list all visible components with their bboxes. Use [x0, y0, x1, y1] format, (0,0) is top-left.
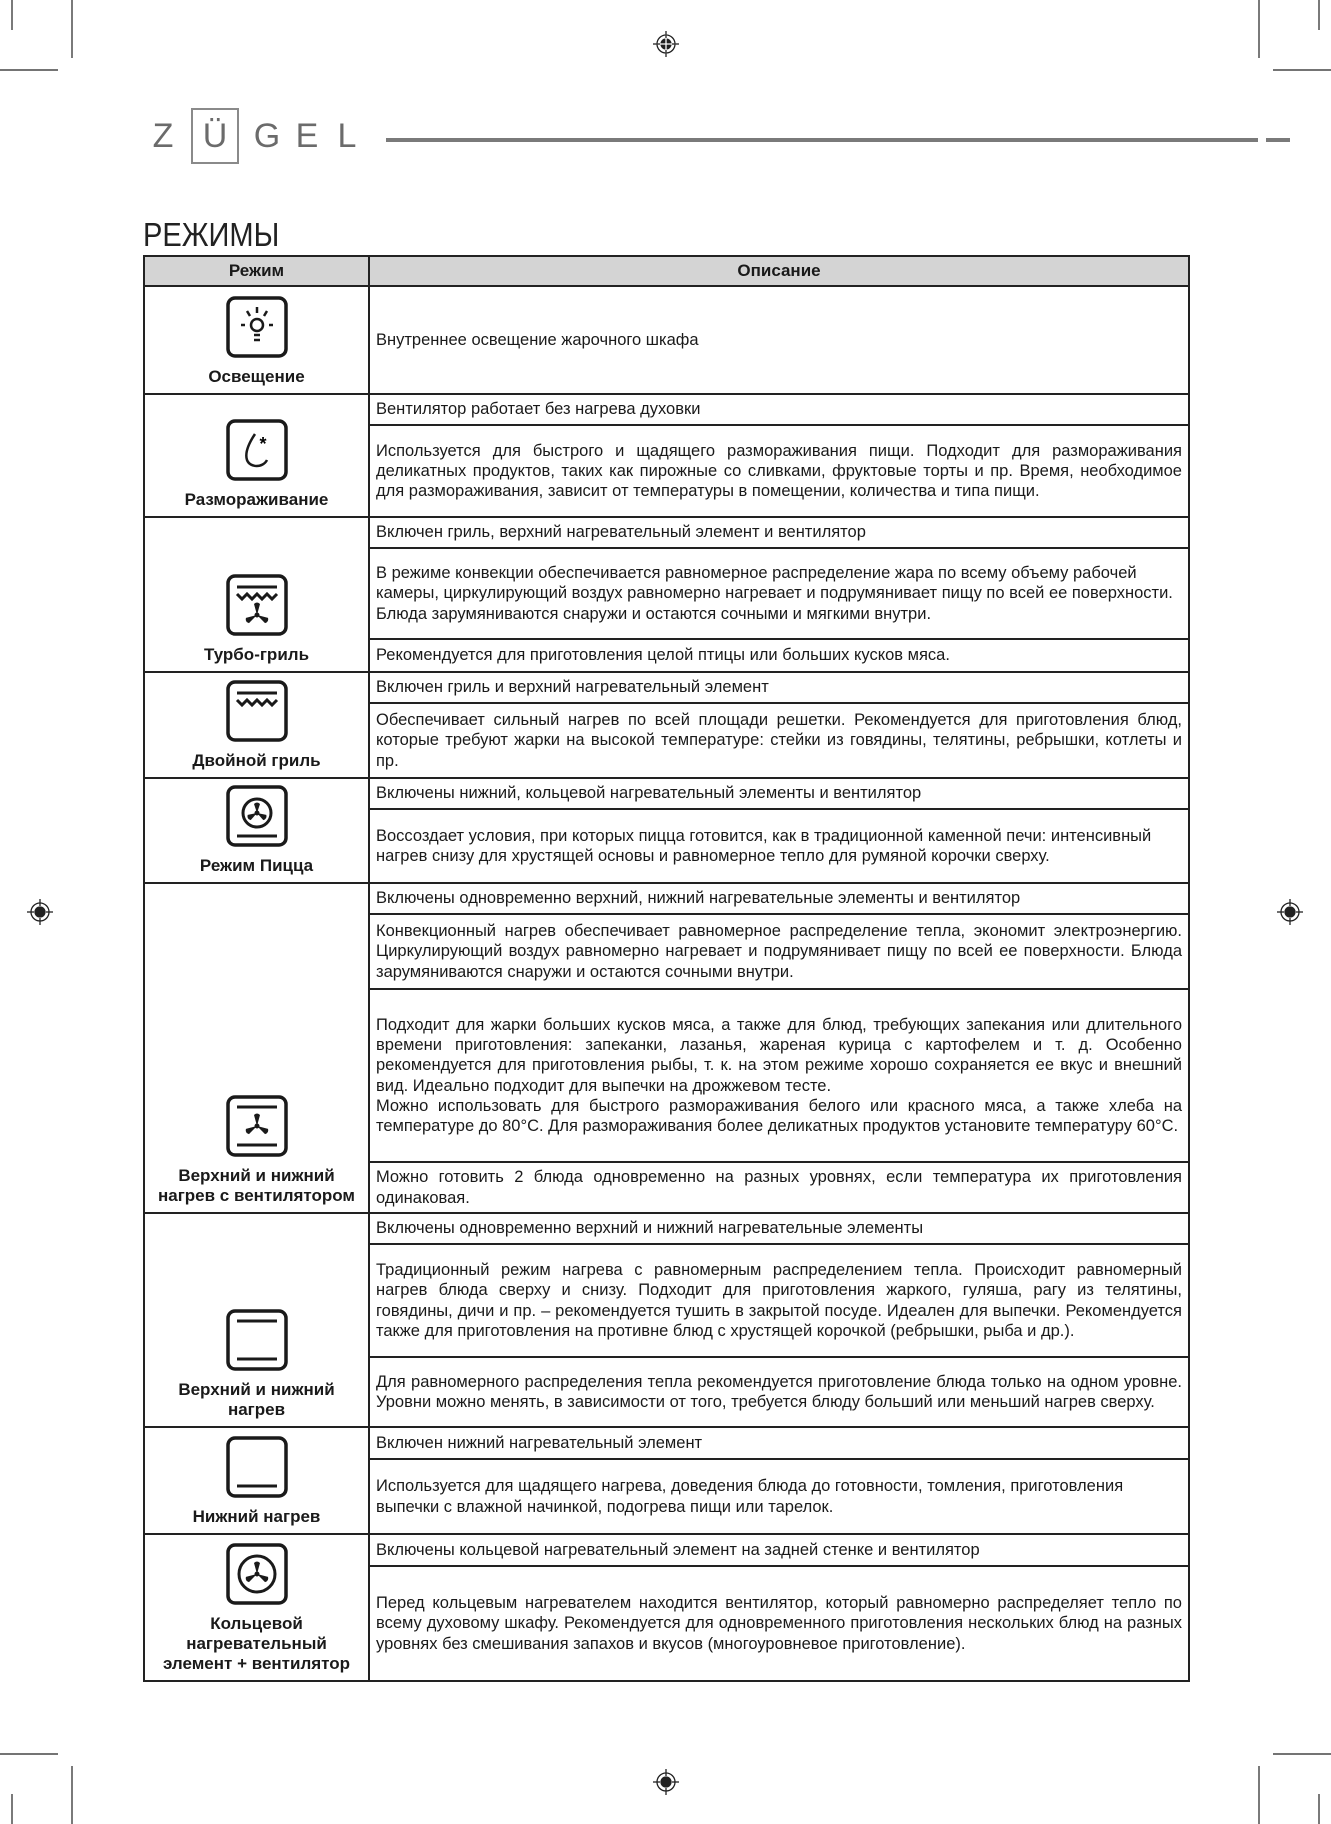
mode-description: Включены одновременно верхний, нижний нагревательные элементы и вентилятор [369, 883, 1189, 914]
mode-description: Внутреннее освещение жарочного шкафа [369, 286, 1189, 394]
mode-description: Вентилятор работает без нагрева духовки [369, 394, 1189, 425]
modes-table [143, 255, 1190, 1682]
header-description: Описание [369, 256, 1189, 286]
mode-name: Режим Пицца [199, 856, 314, 875]
page-title: РЕЖИМЫ [143, 216, 280, 254]
mode-description: Включен нижний нагревательный элемент [369, 1427, 1189, 1459]
pizza-mode-icon [225, 784, 289, 848]
table-body [144, 286, 1189, 1681]
mode-cell [144, 883, 369, 1213]
mode-name: Верхний и нижний нагрев [178, 1380, 335, 1419]
mode-description: Включен гриль и верхний нагревательный элемент [369, 672, 1189, 703]
double-grill-icon [225, 679, 289, 743]
brand-logo [143, 112, 367, 160]
mode-name: Кольцевой нагревательный элемент + вентилятор [162, 1614, 351, 1673]
mode-name: Верхний и нижний нагрев с вентилятором [157, 1166, 356, 1205]
svg-text:*: * [258, 434, 267, 454]
table-row [144, 394, 1189, 425]
mode-name: Освещение [208, 367, 305, 386]
mode-cell [144, 1213, 369, 1427]
mode-description: Конвекционный нагрев обеспечивает равномерное распределение тепла, экономит электроэнергию. Циркулирующий воздух равномерно нагревает и подрумянивает пищу по всей ее поверхности. Блюда зарумяниваются снаружи и остаются сочными внутри. [369, 914, 1189, 989]
mode-description: Традиционный режим нагрева с равномерным распределением тепла. Происходит равномерный нагрев блюда сверху и снизу. Подходит для приготовления жаркого, гуляша, рагу из телятины, говядины, дичи и пр. – рекомендуется тушить в закрытой посуде. Идеален для выпечки. Рекомендуется также для приготовления на противне блюд с хрустящей корочкой (ребрышки, рыба и др.). [369, 1244, 1189, 1357]
header-rule-dash [1266, 138, 1290, 142]
table-row [144, 1534, 1189, 1566]
logo-letter: L [337, 116, 357, 155]
table-row [144, 1427, 1189, 1459]
mode-cell [144, 1427, 369, 1534]
mode-description: Обеспечивает сильный нагрев по всей площади решетки. Рекомендуется для приготовления блюд, которые требуют жарки на высокой температуре: стейки из говядины, телятины, ребрышки, котлеты и пр. [369, 703, 1189, 778]
table-row [144, 1213, 1189, 1244]
mode-cell [144, 1534, 369, 1681]
mode-name: Турбо-гриль [203, 645, 310, 664]
table-header-row [144, 256, 1189, 286]
table-row [144, 883, 1189, 914]
mode-description: Рекомендуется для приготовления целой птицы или больших кусков мяса. [369, 639, 1189, 672]
table-row [144, 778, 1189, 809]
mode-cell [144, 517, 369, 672]
logo-letter: E [295, 116, 319, 155]
mode-cell [144, 286, 369, 394]
mode-description: Можно готовить 2 блюда одновременно на разных уровнях, если температура их приготовления одинаковая. [369, 1162, 1189, 1213]
logo-letter: Z [152, 116, 174, 155]
mode-description: Для равномерного распределения тепла рекомендуется приготовление блюда только на одном уровне. Уровни можно менять, в зависимости от того, требуется блюду больший или меньший нагрев сверху. [369, 1357, 1189, 1427]
mode-description: Включены нижний, кольцевой нагревательный элементы и вентилятор [369, 778, 1189, 809]
mode-description: Включены одновременно верхний и нижний нагревательные элементы [369, 1213, 1189, 1244]
mode-description: Перед кольцевым нагревателем находится вентилятор, который равномерно распределяет тепло по всему духовому шкафу. Рекомендуется для одновременного приготовления нескольких блюд на разных уровнях без смешивания запахов и вкусов (многоуровневое приготовление). [369, 1566, 1189, 1681]
mode-description: Используется для щадящего нагрева, доведения блюда до готовности, томления, приготовления выпечки с влажной начинкой, подогрева пищи или тарелок. [369, 1459, 1189, 1534]
lamp-icon [225, 295, 289, 359]
mode-description: Подходит для жарки больших кусков мяса, а также для блюд, требующих запекания или длительного времени приготовления: запеканки, лазанья, жареная курица с картофелем и т. д. Особенно рекомендуется для приготовления рыбы, т. к. на этом режиме хорошо сохраняется ее вкус и внешний вид. Идеально подходит для выпечки на дрожжевом тесте. Можно использовать для быстрого размораживания белого или красного мяса, а также хлеба на температуре до 80°C. Для размораживания более деликатных продуктов установите температуру 60°C. [369, 989, 1189, 1162]
mode-cell [144, 394, 369, 517]
ring-heater-fan-icon [225, 1542, 289, 1606]
top-bottom-heat-icon [225, 1308, 289, 1372]
mode-description: В режиме конвекции обеспечивается равномерное распределение жара по всему объему рабочей камеры, циркулирующий воздух равномерно нагревает и подрумянивает пищу по всей ее поверхности. Блюда зарумяниваются снаружи и остаются сочными и мягкими внутри. [369, 548, 1189, 639]
mode-description: Воссоздает условия, при которых пицца готовится, как в традиционной каменной печи: интенсивный нагрев снизу для хрустящей основы и равномерное тепло для румяной корочки сверху. [369, 809, 1189, 883]
table-row [144, 286, 1189, 394]
logo-letter: Ü [191, 108, 239, 164]
turbo-grill-icon [225, 573, 289, 637]
mode-cell [144, 672, 369, 778]
mode-cell [144, 778, 369, 883]
mode-description: Используется для быстрого и щадящего размораживания пищи. Подходит для размораживания деликатных продуктов, таких как пирожные со сливками, фруктовые торты и пр. Время, необходимое для размораживания, зависит от температуры в помещении, количества и типа пищи. [369, 425, 1189, 517]
table-row [144, 672, 1189, 703]
header-rule [386, 138, 1258, 142]
logo-letter: G [253, 116, 281, 155]
top-bottom-fan-icon [225, 1094, 289, 1158]
mode-name: Двойной гриль [192, 751, 321, 770]
mode-description: Включен гриль, верхний нагревательный элемент и вентилятор [369, 517, 1189, 548]
mode-name: Нижний нагрев [192, 1507, 321, 1526]
mode-description: Включены кольцевой нагревательный элемент на задней стенке и вентилятор [369, 1534, 1189, 1566]
mode-name: Размораживание [184, 490, 329, 509]
header-mode: Режим [144, 256, 369, 286]
bottom-heat-icon [225, 1435, 289, 1499]
defrost-icon [225, 418, 289, 482]
table-row [144, 517, 1189, 548]
